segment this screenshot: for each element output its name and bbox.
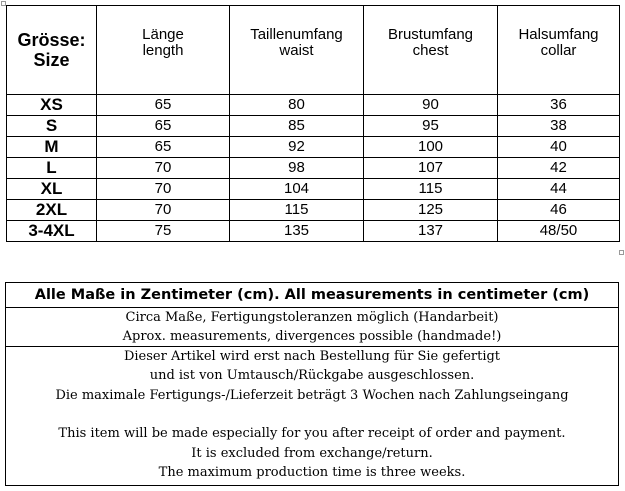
table-row bbox=[7, 95, 620, 116]
chest-cell: 107 bbox=[364, 158, 498, 179]
column-header-en: length bbox=[142, 42, 184, 59]
chest-cell: 115 bbox=[364, 179, 498, 200]
length-cell: 70 bbox=[97, 179, 230, 200]
info-notice-row bbox=[6, 347, 619, 486]
column-header-de: Halsumfang bbox=[518, 26, 599, 43]
size-cell: S bbox=[7, 116, 97, 137]
collar-cell: 46 bbox=[498, 200, 620, 221]
column-header-de: Brustumfang bbox=[387, 26, 474, 43]
length-cell: 65 bbox=[97, 95, 230, 116]
chest-cell: 90 bbox=[364, 95, 498, 116]
waist-cell: 104 bbox=[230, 179, 364, 200]
info-title: Alle Maße in Zentimeter (cm). All measurements in centimeter (cm) bbox=[6, 283, 619, 308]
size-cell: M bbox=[7, 137, 97, 158]
column-header-en: waist bbox=[279, 42, 314, 59]
size-label-line1: Grösse: bbox=[17, 30, 86, 50]
collar-cell: 42 bbox=[498, 158, 620, 179]
table-row bbox=[7, 158, 620, 179]
size-table-header-row bbox=[7, 6, 620, 95]
waist-cell: 85 bbox=[230, 116, 364, 137]
length-cell: 75 bbox=[97, 221, 230, 242]
table-row bbox=[7, 221, 620, 242]
chest-column-header bbox=[364, 6, 498, 95]
size-cell: 3-4XL bbox=[7, 221, 97, 242]
size-cell: 2XL bbox=[7, 200, 97, 221]
waist-cell: 80 bbox=[230, 95, 364, 116]
waist-cell: 135 bbox=[230, 221, 364, 242]
column-header-de: Länge bbox=[142, 26, 184, 43]
column-header-en: chest bbox=[412, 42, 449, 59]
column-header-en: collar bbox=[540, 42, 577, 59]
chest-cell: 137 bbox=[364, 221, 498, 242]
table-resize-handle bbox=[619, 250, 624, 255]
info-title-row bbox=[6, 283, 619, 308]
waist-cell: 115 bbox=[230, 200, 364, 221]
collar-cell: 36 bbox=[498, 95, 620, 116]
size-column-header bbox=[7, 6, 97, 95]
table-row bbox=[7, 137, 620, 158]
table-selection-handle bbox=[1, 1, 6, 6]
length-cell: 65 bbox=[97, 116, 230, 137]
notice-en-line: It is excluded from exchange/return. bbox=[191, 445, 433, 461]
notice-spacer bbox=[6, 405, 618, 424]
info-approx-row bbox=[6, 308, 619, 347]
length-cell: 70 bbox=[97, 200, 230, 221]
collar-column-header bbox=[498, 6, 620, 95]
collar-cell: 48/50 bbox=[498, 221, 620, 242]
notice-de-line: Die maximale Fertigungs-/Lieferzeit beträgt 3 Wochen nach Zahlungseingang bbox=[55, 387, 569, 403]
collar-cell: 40 bbox=[498, 137, 620, 158]
table-row bbox=[7, 179, 620, 200]
notice-de-line: Dieser Artikel wird erst nach Bestellung für Sie gefertigt bbox=[123, 349, 501, 364]
waist-column-header bbox=[230, 6, 364, 95]
notice-de-line: und ist von Umtausch/Rückgabe ausgeschlossen. bbox=[149, 368, 475, 384]
approx-text-de: Circa Maße, Fertigungstoleranzen möglich (Handarbeit) bbox=[125, 310, 499, 325]
size-cell: XL bbox=[7, 179, 97, 200]
approx-cell bbox=[6, 308, 619, 347]
notice-en-line: This item will be made especially for you after receipt of order and payment. bbox=[58, 426, 566, 442]
size-cell: XS bbox=[7, 95, 97, 116]
column-header-de: Taillenumfang bbox=[250, 26, 343, 43]
length-cell: 65 bbox=[97, 137, 230, 158]
table-row bbox=[7, 116, 620, 137]
info-table bbox=[5, 282, 619, 486]
size-table bbox=[6, 5, 620, 242]
waist-cell: 98 bbox=[230, 158, 364, 179]
chest-cell: 95 bbox=[364, 116, 498, 137]
table-row bbox=[7, 200, 620, 221]
notice-cell bbox=[6, 347, 619, 486]
chest-cell: 125 bbox=[364, 200, 498, 221]
length-column-header bbox=[97, 6, 230, 95]
size-label-line2: Size bbox=[33, 50, 70, 70]
collar-cell: 44 bbox=[498, 179, 620, 200]
chest-cell: 100 bbox=[364, 137, 498, 158]
notice-en-line: The maximum production time is three weeks. bbox=[158, 465, 466, 481]
waist-cell: 92 bbox=[230, 137, 364, 158]
collar-cell: 38 bbox=[498, 116, 620, 137]
length-cell: 70 bbox=[97, 158, 230, 179]
size-cell: L bbox=[7, 158, 97, 179]
approx-text-en: Aprox. measurements, divergences possible (handmade!) bbox=[122, 329, 502, 344]
